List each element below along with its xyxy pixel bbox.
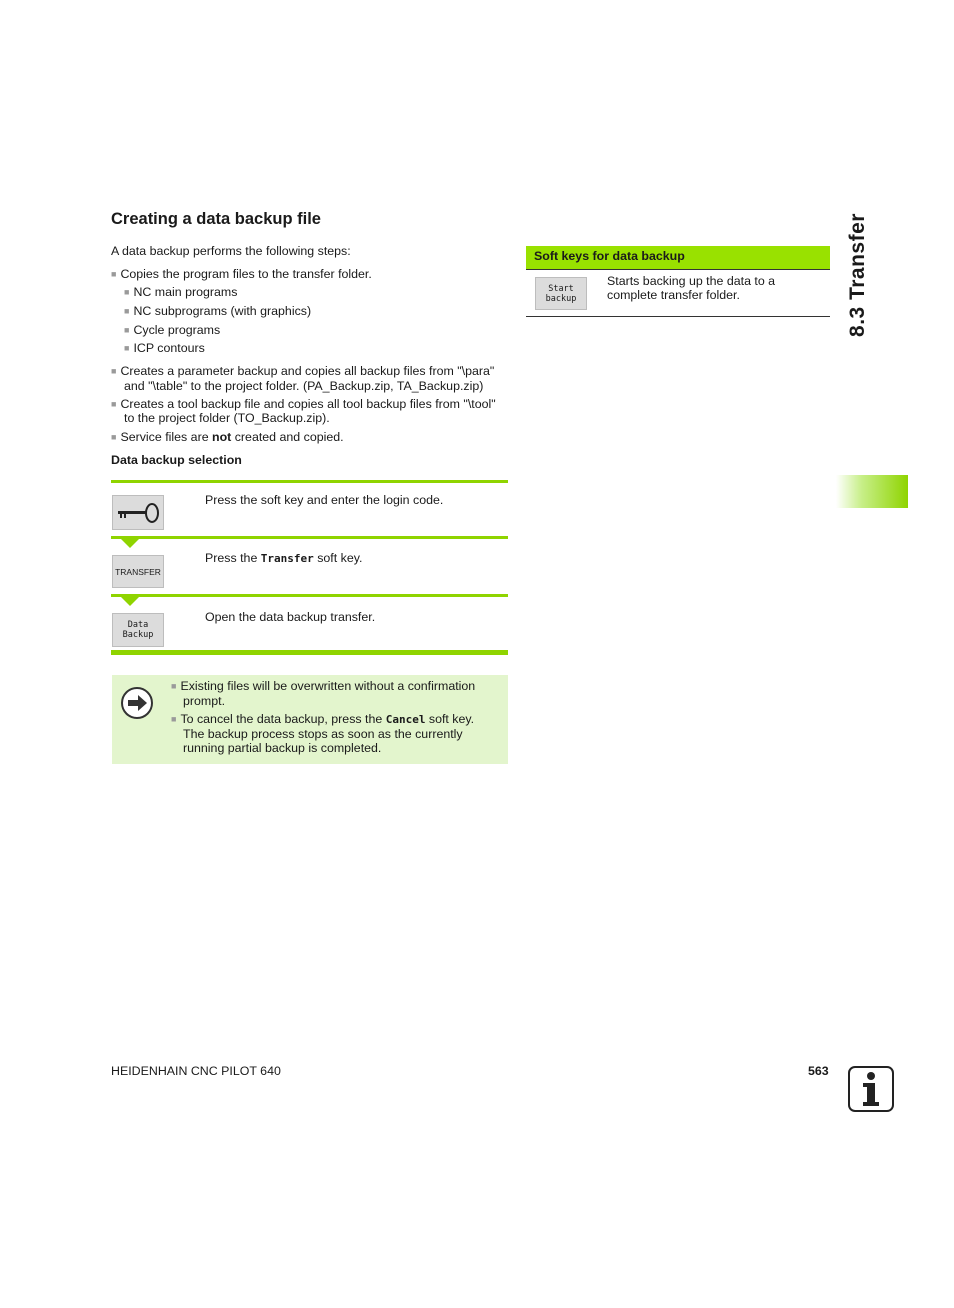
list-item: ■ Copies the program files to the transfer folder. [111, 267, 372, 283]
divider [111, 536, 508, 539]
softkey-table-header: Soft keys for data backup [526, 246, 830, 269]
info-icon [848, 1066, 894, 1112]
list-item: ■ NC subprograms (with graphics) [124, 304, 311, 320]
note-item: ■ To cancel the data backup, press the Cancel soft key. [171, 712, 474, 728]
divider [111, 594, 508, 597]
list-item-cont: and "\table" to the project folder. (PA_Backup.zip, TA_Backup.zip) [124, 379, 484, 393]
footer-product: HEIDENHAIN CNC PILOT 640 [111, 1064, 281, 1078]
step-arrow [121, 539, 139, 548]
selection-heading: Data backup selection [111, 453, 242, 467]
note-item-cont: prompt. [183, 694, 226, 708]
note-item-cont: The backup process stops as soon as the currently [183, 727, 463, 741]
softkey-label: backup [545, 293, 577, 304]
chapter-tab [836, 475, 908, 508]
action-text: Press the soft key and enter the login code. [205, 493, 444, 507]
arrow-right-icon [120, 686, 154, 720]
transfer-softkey[interactable]: TRANSFER [112, 555, 164, 588]
note-item-cont: running partial backup is completed. [183, 741, 382, 755]
intro-text: A data backup performs the following steps: [111, 244, 351, 258]
key-icon [114, 501, 162, 525]
note-item: ■ Existing files will be overwritten without a confirmation [171, 679, 475, 695]
list-item: ■ Creates a tool backup file and copies all tool backup files from "\tool" [111, 397, 496, 413]
login-softkey[interactable] [112, 495, 164, 530]
divider [111, 650, 508, 655]
softkey-label: Start [548, 283, 574, 294]
action-text: Press the Transfer soft key. [205, 551, 363, 565]
chapter-side-title: 8.3 Transfer [846, 213, 869, 337]
list-item: ■ NC main programs [124, 285, 237, 301]
section-title: Creating a data backup file [111, 210, 321, 228]
list-item: ■ Cycle programs [124, 323, 220, 339]
list-item-cont: to the project folder (TO_Backup.zip). [124, 411, 330, 425]
table-rule [526, 269, 830, 270]
table-cell: Starts backing up the data to a [607, 274, 776, 288]
divider [111, 480, 508, 483]
page-number: 563 [808, 1064, 829, 1078]
list-item: ■ ICP contours [124, 341, 205, 357]
step-arrow [121, 597, 139, 606]
list-item: ■ Creates a parameter backup and copies all backup files from "\para" [111, 364, 494, 380]
list-item: ■ Service files are not created and copied. [111, 430, 344, 446]
softkey-label: Backup [122, 630, 154, 640]
start-backup-softkey[interactable] [535, 277, 587, 310]
table-rule [526, 316, 830, 317]
data-backup-softkey[interactable] [112, 613, 164, 647]
action-text: Open the data backup transfer. [205, 610, 376, 624]
softkey-label: Data [127, 620, 149, 630]
table-cell: complete transfer folder. [607, 288, 740, 302]
